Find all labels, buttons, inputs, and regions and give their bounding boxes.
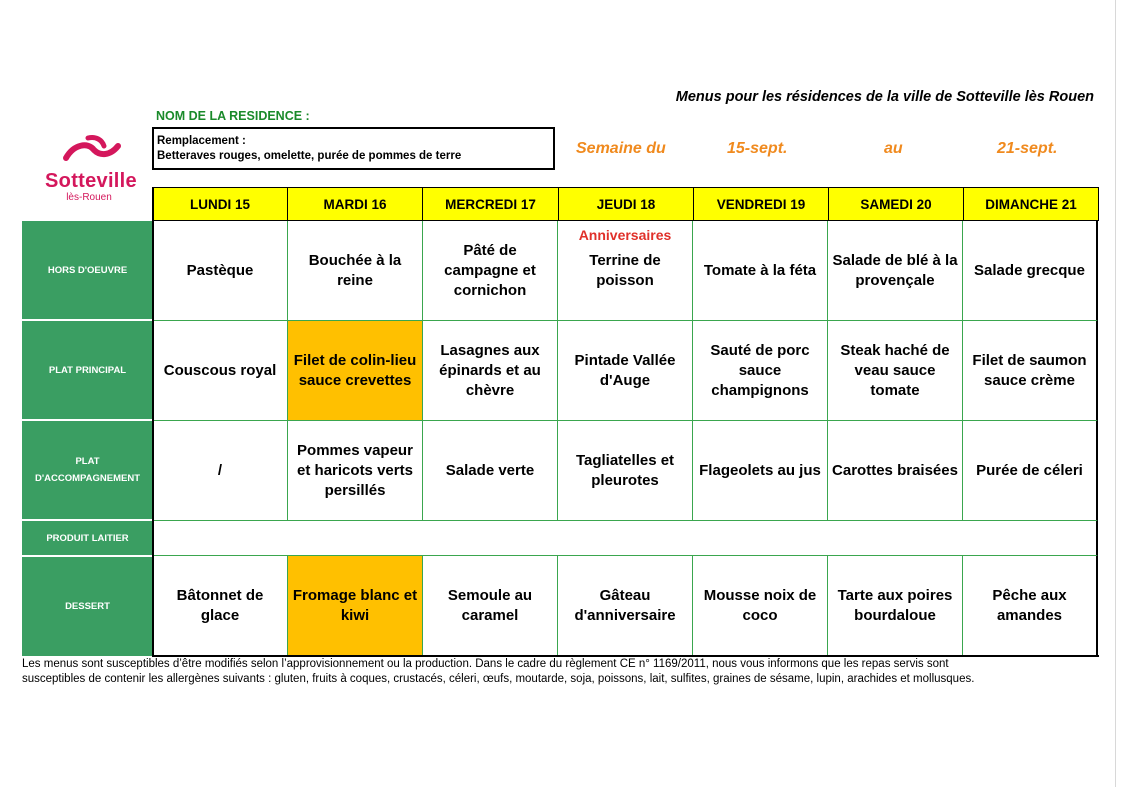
menu-cell: Bâtonnet de glace	[153, 556, 288, 656]
day-header-lundi: LUNDI 15	[152, 187, 288, 221]
menu-cell-highlighted: Filet de colin-lieu sauce crevettes	[288, 321, 423, 421]
menu-cell: Tarte aux poires bourdaloue	[828, 556, 963, 656]
produit-laitier-row	[153, 521, 1098, 556]
menu-cell: Pintade Vallée d'Auge	[558, 321, 693, 421]
menu-cell: Purée de céleri	[963, 421, 1098, 521]
week-to: au	[884, 140, 903, 157]
page-title: Menus pour les résidences de la ville de Sotteville lès Rouen	[675, 89, 1094, 105]
menu-cell: Filet de saumon sauce crème	[963, 321, 1098, 421]
menu-cell: Steak haché de veau sauce tomate	[828, 321, 963, 421]
menu-cell: Pâté de campagne et cornichon	[423, 221, 558, 321]
logo-word: Sotteville	[45, 170, 137, 192]
menu-cell: Tomate à la féta	[693, 221, 828, 321]
menu-cell: Pêche aux amandes	[963, 556, 1098, 656]
menu-cell: Flageolets au jus	[693, 421, 828, 521]
allergen-footnote	[22, 657, 1102, 687]
sotteville-logo	[30, 134, 152, 204]
day-header-mardi: MARDI 16	[287, 187, 423, 221]
footnote-line-2: susceptibles de contenir les allergènes suivants : gluten, fruits à coques, crustacés, céleri, œufs, moutarde, soja, poissons, lait, sulfites, graines de sésame, lupin, arachides et mollusques.	[22, 673, 975, 685]
replacement-title: Remplacement :	[157, 135, 246, 147]
residence-label: NOM DE LA RESIDENCE :	[156, 109, 310, 123]
menu-cell: Couscous royal	[153, 321, 288, 421]
day-header-samedi: SAMEDI 20	[828, 187, 964, 221]
anniversaires-note: Anniversaires	[578, 227, 672, 243]
row-label-hors-doeuvre: HORS D'OEUVRE	[22, 221, 153, 319]
menu-cell: Carottes braisées	[828, 421, 963, 521]
page-edge	[1115, 0, 1116, 787]
footnote-line-1: Les menus sont susceptibles d’être modifiés selon l’approvisionnement ou la production. Dans le cadre du règlement CE n° 1169/2011, nous vous informons que les repas servis sont	[22, 658, 949, 670]
menu-cell: Salade verte	[423, 421, 558, 521]
menu-cell: Gâteau d'anniversaire	[558, 556, 693, 656]
menu-cell: Lasagnes aux épinards et au chèvre	[423, 321, 558, 421]
day-header-mercredi: MERCREDI 17	[422, 187, 559, 221]
week-prefix: Semaine du	[576, 140, 666, 157]
week-start: 15-sept.	[727, 140, 788, 157]
replacement-text: Betteraves rouges, omelette, purée de pommes de terre	[157, 150, 462, 162]
day-header-vendredi: VENDREDI 19	[693, 187, 829, 221]
menu-cell: Salade grecque	[963, 221, 1098, 321]
menu-cell: Tagliatelles et pleurotes	[558, 421, 693, 521]
menu-cell: Bouchée à la reine	[288, 221, 423, 321]
menu-cell: Terrine de poisson	[558, 221, 693, 321]
menu-cell: Pommes vapeur et haricots verts persillés	[288, 421, 423, 521]
menu-cell-highlighted: Fromage blanc et kiwi	[288, 556, 423, 656]
day-header-jeudi: JEUDI 18	[558, 187, 694, 221]
menu-cell: /	[153, 421, 288, 521]
logo-subtitle: lès-Rouen	[66, 192, 112, 203]
menu-cell: Mousse noix de coco	[693, 556, 828, 656]
menu-cell: Pastèque	[153, 221, 288, 321]
menu-cell: Semoule au caramel	[423, 556, 558, 656]
week-end: 21-sept.	[997, 140, 1058, 157]
menu-cell: Salade de blé à la provençale	[828, 221, 963, 321]
row-label-plat-principal: PLAT PRINCIPAL	[22, 321, 153, 419]
row-label-plat-accompagnement: PLAT D'ACCOMPAGNEMENT	[22, 421, 153, 519]
day-header-dimanche: DIMANCHE 21	[963, 187, 1099, 221]
row-label-dessert: DESSERT	[22, 557, 153, 656]
logo-swoosh-icon	[30, 134, 152, 170]
row-label-produit-laitier: PRODUIT LAITIER	[22, 521, 153, 555]
replacement-box	[152, 127, 555, 170]
menu-cell: Sauté de porc sauce champignons	[693, 321, 828, 421]
